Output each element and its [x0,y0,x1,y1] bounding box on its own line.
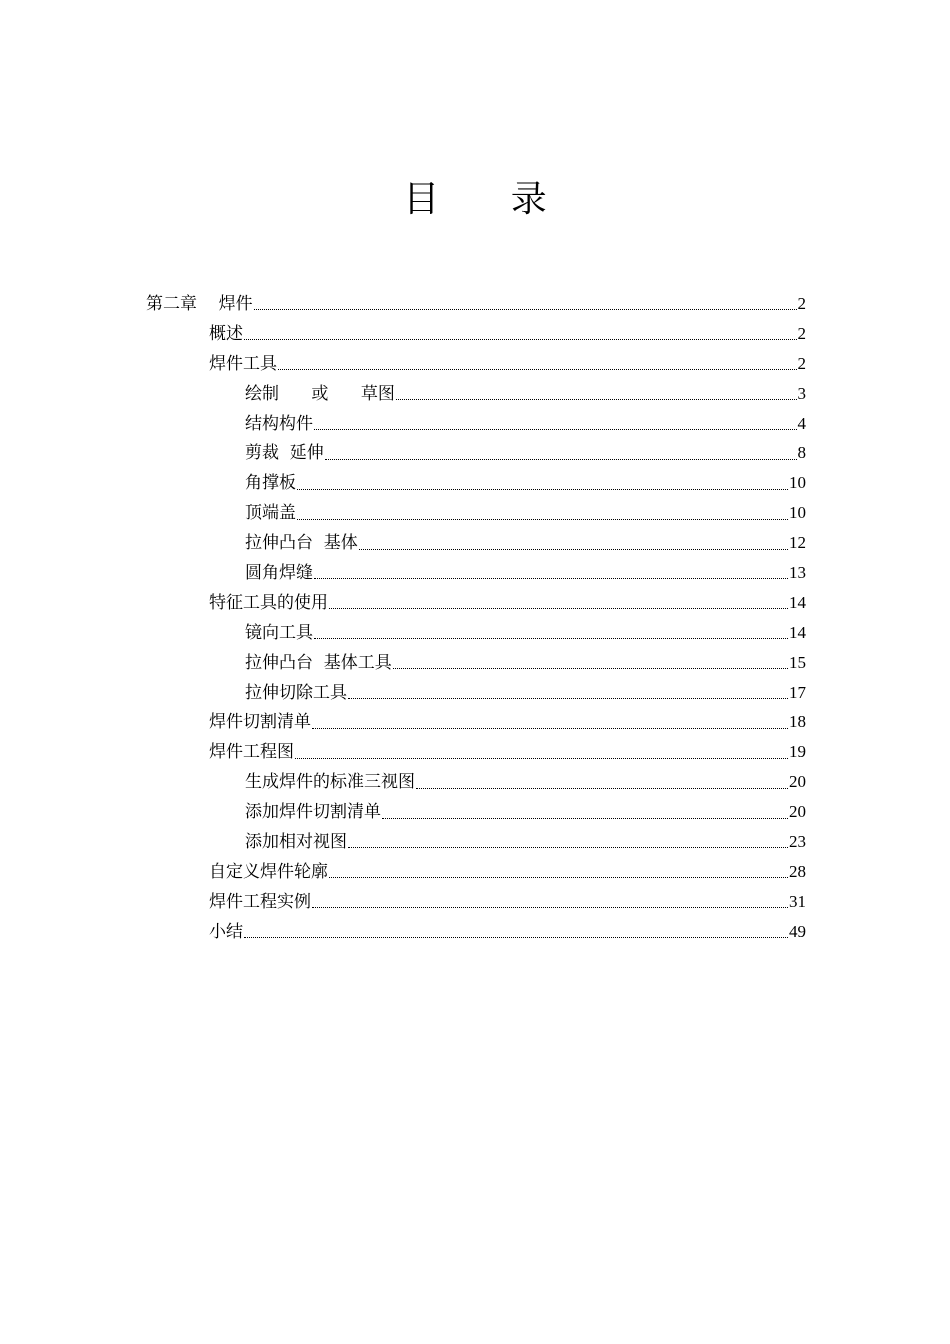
toc-entry-label: 圆角焊缝 [245,562,313,583]
toc-entry-label: 拉伸凸台 基体工具 [245,652,392,673]
toc-entry-page-number: 2 [797,293,806,313]
toc-entry[interactable] [146,857,806,887]
toc-entry-page-number: 49 [789,921,806,941]
toc-entry-page-number: 19 [789,742,806,762]
dot-leader [359,549,788,550]
toc-entry-page-number: 4 [797,413,806,433]
dot-leader [314,638,788,639]
toc-entry-page-number: 8 [797,443,806,463]
toc-entry-page-number: 15 [789,652,806,672]
dot-leader [393,668,788,669]
toc-entry-page-number: 14 [789,592,806,612]
toc-entry[interactable] [146,528,806,558]
dot-leader [348,698,788,699]
dot-leader [396,399,797,400]
toc-entry-label: 自定义焊件轮廓 [209,861,328,882]
toc-entry[interactable] [146,349,806,379]
toc-entry-label: 焊件工具 [209,353,277,374]
toc-entry[interactable] [146,289,806,319]
toc-entry[interactable] [146,707,806,737]
toc-entry-label: 添加相对视图 [245,831,347,852]
dot-leader [278,369,797,370]
toc-entry-label: 剪裁 延伸 [245,443,324,464]
toc-entry-label: 概述 [209,323,243,344]
toc-entry-page-number: 31 [789,891,806,911]
toc-entry[interactable] [146,678,806,708]
toc-entry[interactable] [146,319,806,349]
toc-entry-label: 特征工具的使用 [209,592,328,613]
toc-entry[interactable] [146,827,806,857]
dot-leader [295,758,788,759]
toc-entry-label: 小结 [209,921,243,942]
toc-entry-label: 拉伸切除工具 [245,682,347,703]
dot-leader [297,519,788,520]
toc-entry-label: 焊件工程实例 [209,891,311,912]
dot-leader [416,788,788,789]
dot-leader [314,429,797,430]
dot-leader [244,937,788,938]
toc-entry[interactable] [146,648,806,678]
dot-leader [329,877,788,878]
toc-entry[interactable] [146,618,806,648]
dot-leader [314,578,788,579]
dot-leader [244,339,797,340]
toc-entry-page-number: 28 [789,861,806,881]
toc-entry[interactable] [146,468,806,498]
toc-entry[interactable] [146,767,806,797]
dot-leader [382,818,788,819]
toc-entry[interactable] [146,379,806,409]
toc-entry-page-number: 17 [789,682,806,702]
toc-entry-label: 角撑板 [245,473,296,494]
toc-entry-page-number: 20 [789,802,806,822]
dot-leader [348,847,788,848]
toc-entry[interactable] [146,588,806,618]
toc-entry-label: 添加焊件切割清单 [245,802,381,823]
toc-entry[interactable] [146,558,806,588]
toc-entry-label: 顶端盖 [245,503,296,524]
toc-entry[interactable] [146,887,806,917]
toc-entry-label: 绘制 或 草图 [245,383,395,404]
toc-entry-page-number: 2 [797,353,806,373]
dot-leader [325,459,797,460]
toc-entry-label: 焊件切割清单 [209,712,311,733]
toc-entry-page-number: 2 [797,323,806,343]
toc-entry-page-number: 13 [789,562,806,582]
toc-entry-page-number: 12 [789,533,806,553]
toc-entry[interactable] [146,797,806,827]
toc-entry[interactable] [146,498,806,528]
toc-entry-label: 结构构件 [245,413,313,434]
toc-entry-page-number: 20 [789,772,806,792]
toc-entry[interactable] [146,917,806,947]
toc-entry-label: 拉伸凸台 基体 [245,533,358,554]
toc-entry-page-number: 18 [789,712,806,732]
page-title: 目 录 [403,179,577,220]
toc-entry-page-number: 10 [789,503,806,523]
toc-entry-label: 焊件工程图 [209,742,294,763]
dot-leader [297,489,788,490]
toc-entry[interactable] [146,737,806,767]
toc-entry[interactable] [146,438,806,468]
dot-leader [329,608,788,609]
toc-entry-page-number: 23 [789,831,806,851]
toc-entry-label: 第二章 焊件 [146,293,253,314]
toc-entry-page-number: 14 [789,622,806,642]
dot-leader [312,728,788,729]
toc-entry-page-number: 10 [789,473,806,493]
dot-leader [312,907,788,908]
table-of-contents [146,289,806,947]
toc-entry-label: 生成焊件的标准三视图 [245,772,415,793]
dot-leader [254,309,797,310]
toc-entry-label: 镜向工具 [245,622,313,643]
toc-entry-page-number: 3 [797,383,806,403]
toc-entry[interactable] [146,409,806,439]
